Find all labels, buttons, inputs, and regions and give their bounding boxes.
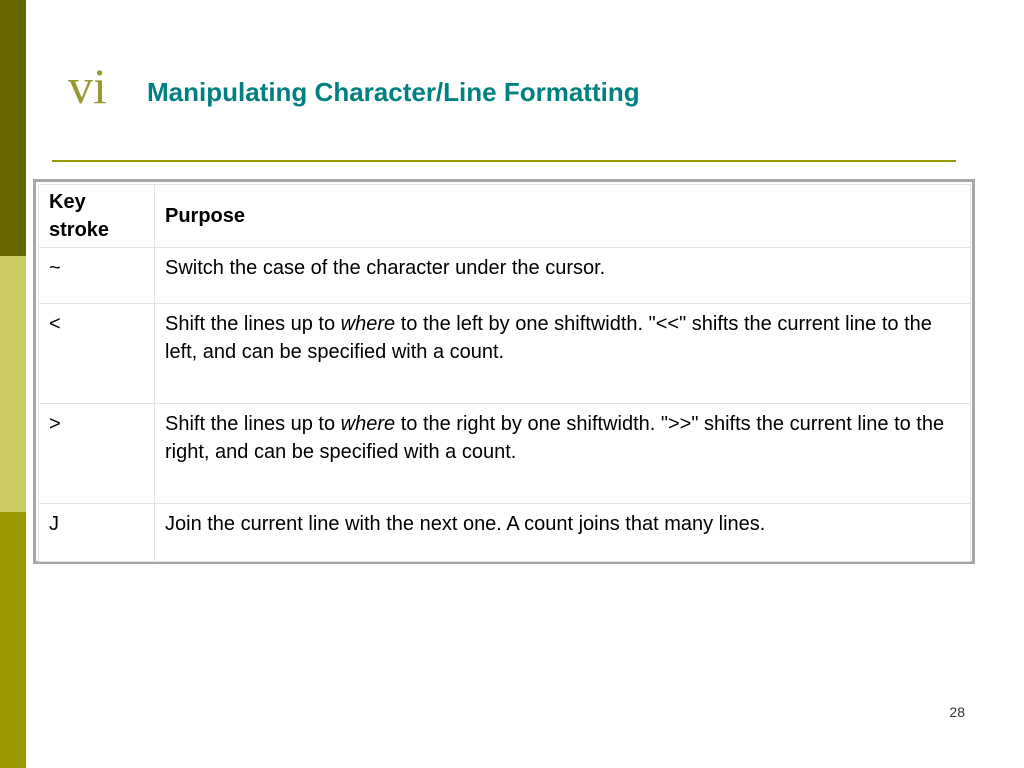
purpose-cell: Switch the case of the character under the cursor. xyxy=(155,248,971,304)
purpose-text: Shift the lines up to xyxy=(165,313,341,335)
purpose-text: to the left by one shiftwidth. "<<" shifts the current line to the left, and can be specified with a count. xyxy=(165,313,932,363)
key-cell: < xyxy=(39,304,155,404)
purpose-emphasis: where xyxy=(340,313,396,335)
table-row xyxy=(39,304,971,404)
purpose-text: to the right by one shiftwidth. ">>" shifts the current line to the right, and can be specified with a count. xyxy=(165,413,945,463)
header-purpose: Purpose xyxy=(155,185,971,248)
key-cell: ~ xyxy=(39,248,155,304)
sidebar-stripe-bottom xyxy=(0,512,26,768)
table-header-row xyxy=(39,185,971,248)
title-divider xyxy=(52,160,956,162)
purpose-cell xyxy=(155,304,971,404)
table-row xyxy=(39,248,971,304)
key-cell: J xyxy=(39,504,155,562)
purpose-cell: Join the current line with the next one. A count joins that many lines. xyxy=(155,504,971,562)
table-row xyxy=(39,504,971,562)
keystroke-table-frame xyxy=(33,179,975,564)
keystroke-table xyxy=(38,184,971,562)
header-key-stroke: Key stroke xyxy=(39,185,155,248)
purpose-emphasis: where xyxy=(340,413,396,435)
purpose-text: Shift the lines up to xyxy=(165,413,341,435)
table-row xyxy=(39,404,971,504)
page-title: Manipulating Character/Line Formatting xyxy=(147,77,640,107)
sidebar-stripe-top xyxy=(0,0,26,256)
purpose-cell xyxy=(155,404,971,504)
brand-mark: vi xyxy=(68,58,107,114)
key-cell: > xyxy=(39,404,155,504)
sidebar-stripe-middle xyxy=(0,256,26,512)
page-number: 28 xyxy=(949,704,965,720)
